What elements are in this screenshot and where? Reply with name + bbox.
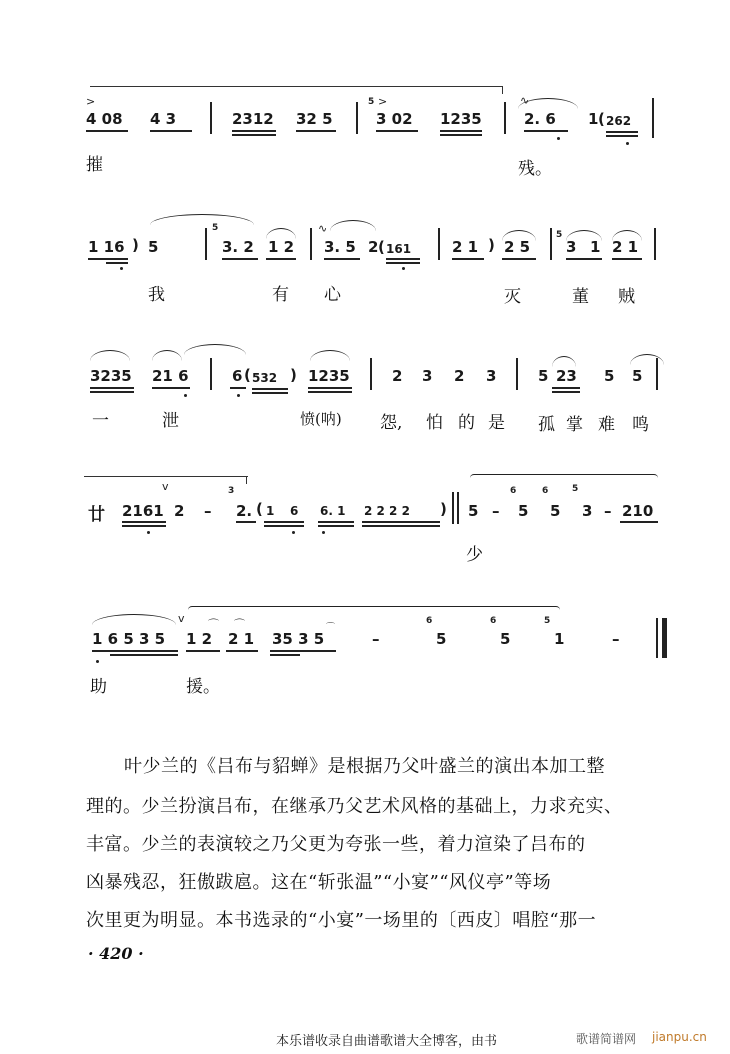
note: 1 [590,238,601,256]
note-group: 6. 1 [320,504,346,518]
underline [440,134,482,136]
underline [308,391,352,393]
note: 3 [582,502,593,520]
underline [318,521,354,523]
underline [524,130,568,132]
underline [90,391,134,393]
underline [270,654,300,656]
underline [264,525,304,527]
paren: ( [598,110,605,128]
note-group: 3. 2 [222,238,254,256]
underline [226,650,258,652]
paren: ) [440,500,447,518]
note-group: 1 6 5 3 5 [92,630,166,648]
grace-note: 5 [556,230,563,240]
note: 3 [422,367,433,385]
barline [356,102,358,134]
octave-dot [402,267,405,270]
slur [152,350,182,361]
note-group: 262 [606,114,632,128]
note-group: 161 [386,242,412,256]
lyric: 我 [148,285,165,305]
grace-note: 5 [572,484,579,494]
dash: – [492,502,500,520]
octave-dot [96,660,99,663]
note: 5 [538,367,549,385]
lyric: 心 [324,285,341,305]
system-line [188,606,560,613]
underline [232,134,276,136]
barline [457,492,459,524]
underline [232,130,276,132]
lyric: 孤 [538,415,555,435]
lyric: 援。 [186,677,220,697]
underline [606,131,638,133]
slur [92,614,176,625]
footer-text: 本乐谱收录自曲谱歌谱大全博客，由书 [276,1034,498,1049]
system-line [470,474,658,481]
lyric: 怨, [380,413,403,433]
octave-dot [292,531,295,534]
underline [264,521,304,523]
barline [310,228,312,260]
note-group: 23 [556,367,577,385]
fermata-mark: ⌒ [234,618,245,631]
note-group: 3. 5 [324,238,356,256]
octave-dot [557,137,560,140]
paren: ) [132,236,139,254]
note-group: 1 2 [186,630,213,648]
note-group: 2161 [122,502,164,520]
fermata-mark: ⌒ [208,618,219,631]
underline [106,262,128,264]
underline [122,521,166,523]
underline [502,258,536,260]
underline [296,130,336,132]
dash: – [372,630,380,648]
note-group: 2. 6 [524,110,556,128]
symbol: 廿 [88,505,105,525]
note: 1 [266,504,275,518]
underline [440,130,482,132]
grace-note: 6 [490,616,497,626]
lyric: 难 [598,415,615,435]
underline [252,392,288,394]
note: 1 [588,110,599,128]
slur [552,356,576,367]
underline [386,258,420,260]
lyric: 摧 [86,155,103,175]
barline [504,102,506,134]
underline [620,521,658,523]
note-group: 1235 [440,110,482,128]
barline [210,358,212,390]
breath-mark: v [162,480,169,493]
underline [110,654,178,656]
underline [236,521,256,523]
note: 5 [148,238,159,256]
note-group: 210 [622,502,654,520]
breath-mark: v [178,612,185,625]
note-group: 2312 [232,110,274,128]
underline [122,525,166,527]
underline [452,258,484,260]
paren: ( [244,366,251,384]
dash: – [604,502,612,520]
note-group: 532 [252,371,278,385]
system-line [84,476,248,477]
barline [516,358,518,390]
page-number: · 420 · [88,944,144,963]
note: 5 [500,630,511,648]
grace-note: 5 [212,223,219,233]
lyric: 贼 [618,287,635,307]
trill-mark: ∿ [520,94,530,107]
note: 2 [368,238,379,256]
slur [150,214,254,225]
octave-dot [120,267,123,270]
slur [90,350,130,361]
lyric: 泄 [162,411,179,431]
lyric: 一 [92,411,109,431]
slur [184,344,246,355]
note-group: 32 5 [296,110,333,128]
octave-dot [626,142,629,145]
barline [205,228,207,260]
barline [370,358,372,390]
note-group: 2 5 [504,238,531,256]
note: 3 [486,367,497,385]
lyric: 少 [466,545,483,565]
note: 5 [604,367,615,385]
prose-line: 次里更为明显。本书选录的“小宴”一场里的〔西皮〕唱腔“那一 [86,910,597,931]
note: 2. [236,502,253,520]
lyric: 愤(呐) [300,410,342,428]
underline [86,130,128,132]
note: 3 [566,238,577,256]
underline [318,525,354,527]
note: 2 [174,502,185,520]
underline [566,258,602,260]
barline [550,228,552,260]
octave-dot [147,531,150,534]
note-group: 35 3 5 [272,630,325,648]
dash: – [204,502,212,520]
watermark-site: 歌谱简谱网 [576,1032,637,1046]
note-group: 4 3 [150,110,177,128]
prose-line: 叶少兰的《吕布与貂蝉》是根据乃父叶盛兰的演出本加工整 [124,756,605,777]
accent-mark: > [378,95,388,108]
underline [376,130,418,132]
lyric: 是 [488,413,505,433]
octave-dot [237,394,240,397]
paren: ( [256,500,263,518]
underline [230,387,246,389]
final-barline [662,618,667,658]
note-group: 2 1 [612,238,639,256]
prose-line: 丰富。少兰的表演较之乃父更为夸张一些，着力渲染了吕布的 [86,834,586,855]
note: 5 [518,502,529,520]
grace-note: 5 [368,97,375,107]
dash: – [612,630,620,648]
underline [308,387,352,389]
octave-dot [184,394,187,397]
barline [438,228,440,260]
underline [612,258,642,260]
system-line-end [502,86,503,94]
watermark-url: jianpu.cn [652,1030,707,1044]
note-group: 21 6 [152,367,189,385]
lyric: 怕 [426,413,443,433]
underline [386,262,420,264]
octave-dot [322,531,325,534]
barline [654,228,656,260]
underline [90,387,134,389]
note-group: 3 02 [376,110,413,128]
note-group: 4 08 [86,110,123,128]
prose-line: 凶暴残忍，狂傲跋扈。这在“斩张温”“小宴”“风仪亭”等场 [86,872,552,893]
system-line [90,86,502,87]
underline [252,388,288,390]
accent-mark: > [86,95,96,108]
underline [552,391,580,393]
barline [210,102,212,134]
grace-note: 5 [544,616,551,626]
paren: ( [378,238,385,256]
underline [88,258,128,260]
barline [656,358,658,390]
trill-mark: ∿ [318,222,328,235]
note: 2 [392,367,403,385]
lyric: 有 [272,285,289,305]
paren: ) [488,236,495,254]
lyric: 助 [90,677,107,697]
paren: ) [290,366,297,384]
prose-line: 理的。少兰扮演吕布，在继承乃父艺术风格的基础上，力求充实、 [86,796,623,817]
note-group: 2 2 2 2 [364,504,410,518]
note-group: 2 1 [452,238,479,256]
fermata-mark: ⌒ [326,623,336,633]
grace-note: 6 [542,486,549,496]
underline [186,650,220,652]
note: 5 [550,502,561,520]
note: 1 [554,630,565,648]
note: 5 [632,367,643,385]
underline [266,258,296,260]
note-group: 1 2 [268,238,295,256]
note-group: 1235 [308,367,350,385]
note-group: 1 16 [88,238,125,256]
lyric: 灭 [504,287,521,307]
lyric: 鸣 [632,415,649,435]
underline [606,135,638,137]
underline [324,258,360,260]
lyric: 董 [572,287,589,307]
note: 2 [454,367,465,385]
underline [222,258,258,260]
note-group: 3235 [90,367,132,385]
lyric: 掌 [566,415,583,435]
barline [652,98,654,138]
note: 5 [468,502,479,520]
lyric: 残。 [518,159,552,179]
note: 6 [232,367,243,385]
underline [362,525,440,527]
barline [452,492,454,524]
underline [150,130,192,132]
system-line-end [246,476,247,484]
underline [270,650,336,652]
final-barline [656,618,658,658]
underline [92,650,178,652]
underline [552,387,580,389]
underline [362,521,440,523]
grace-note: 3 [228,486,235,496]
slur [310,350,350,361]
slur [630,354,664,365]
note-group: 2 1 [228,630,255,648]
underline [152,387,190,389]
grace-note: 6 [426,616,433,626]
note: 5 [436,630,447,648]
grace-note: 6 [510,486,517,496]
lyric: 的 [458,413,475,433]
note: 6 [290,504,299,518]
slur [330,220,376,231]
